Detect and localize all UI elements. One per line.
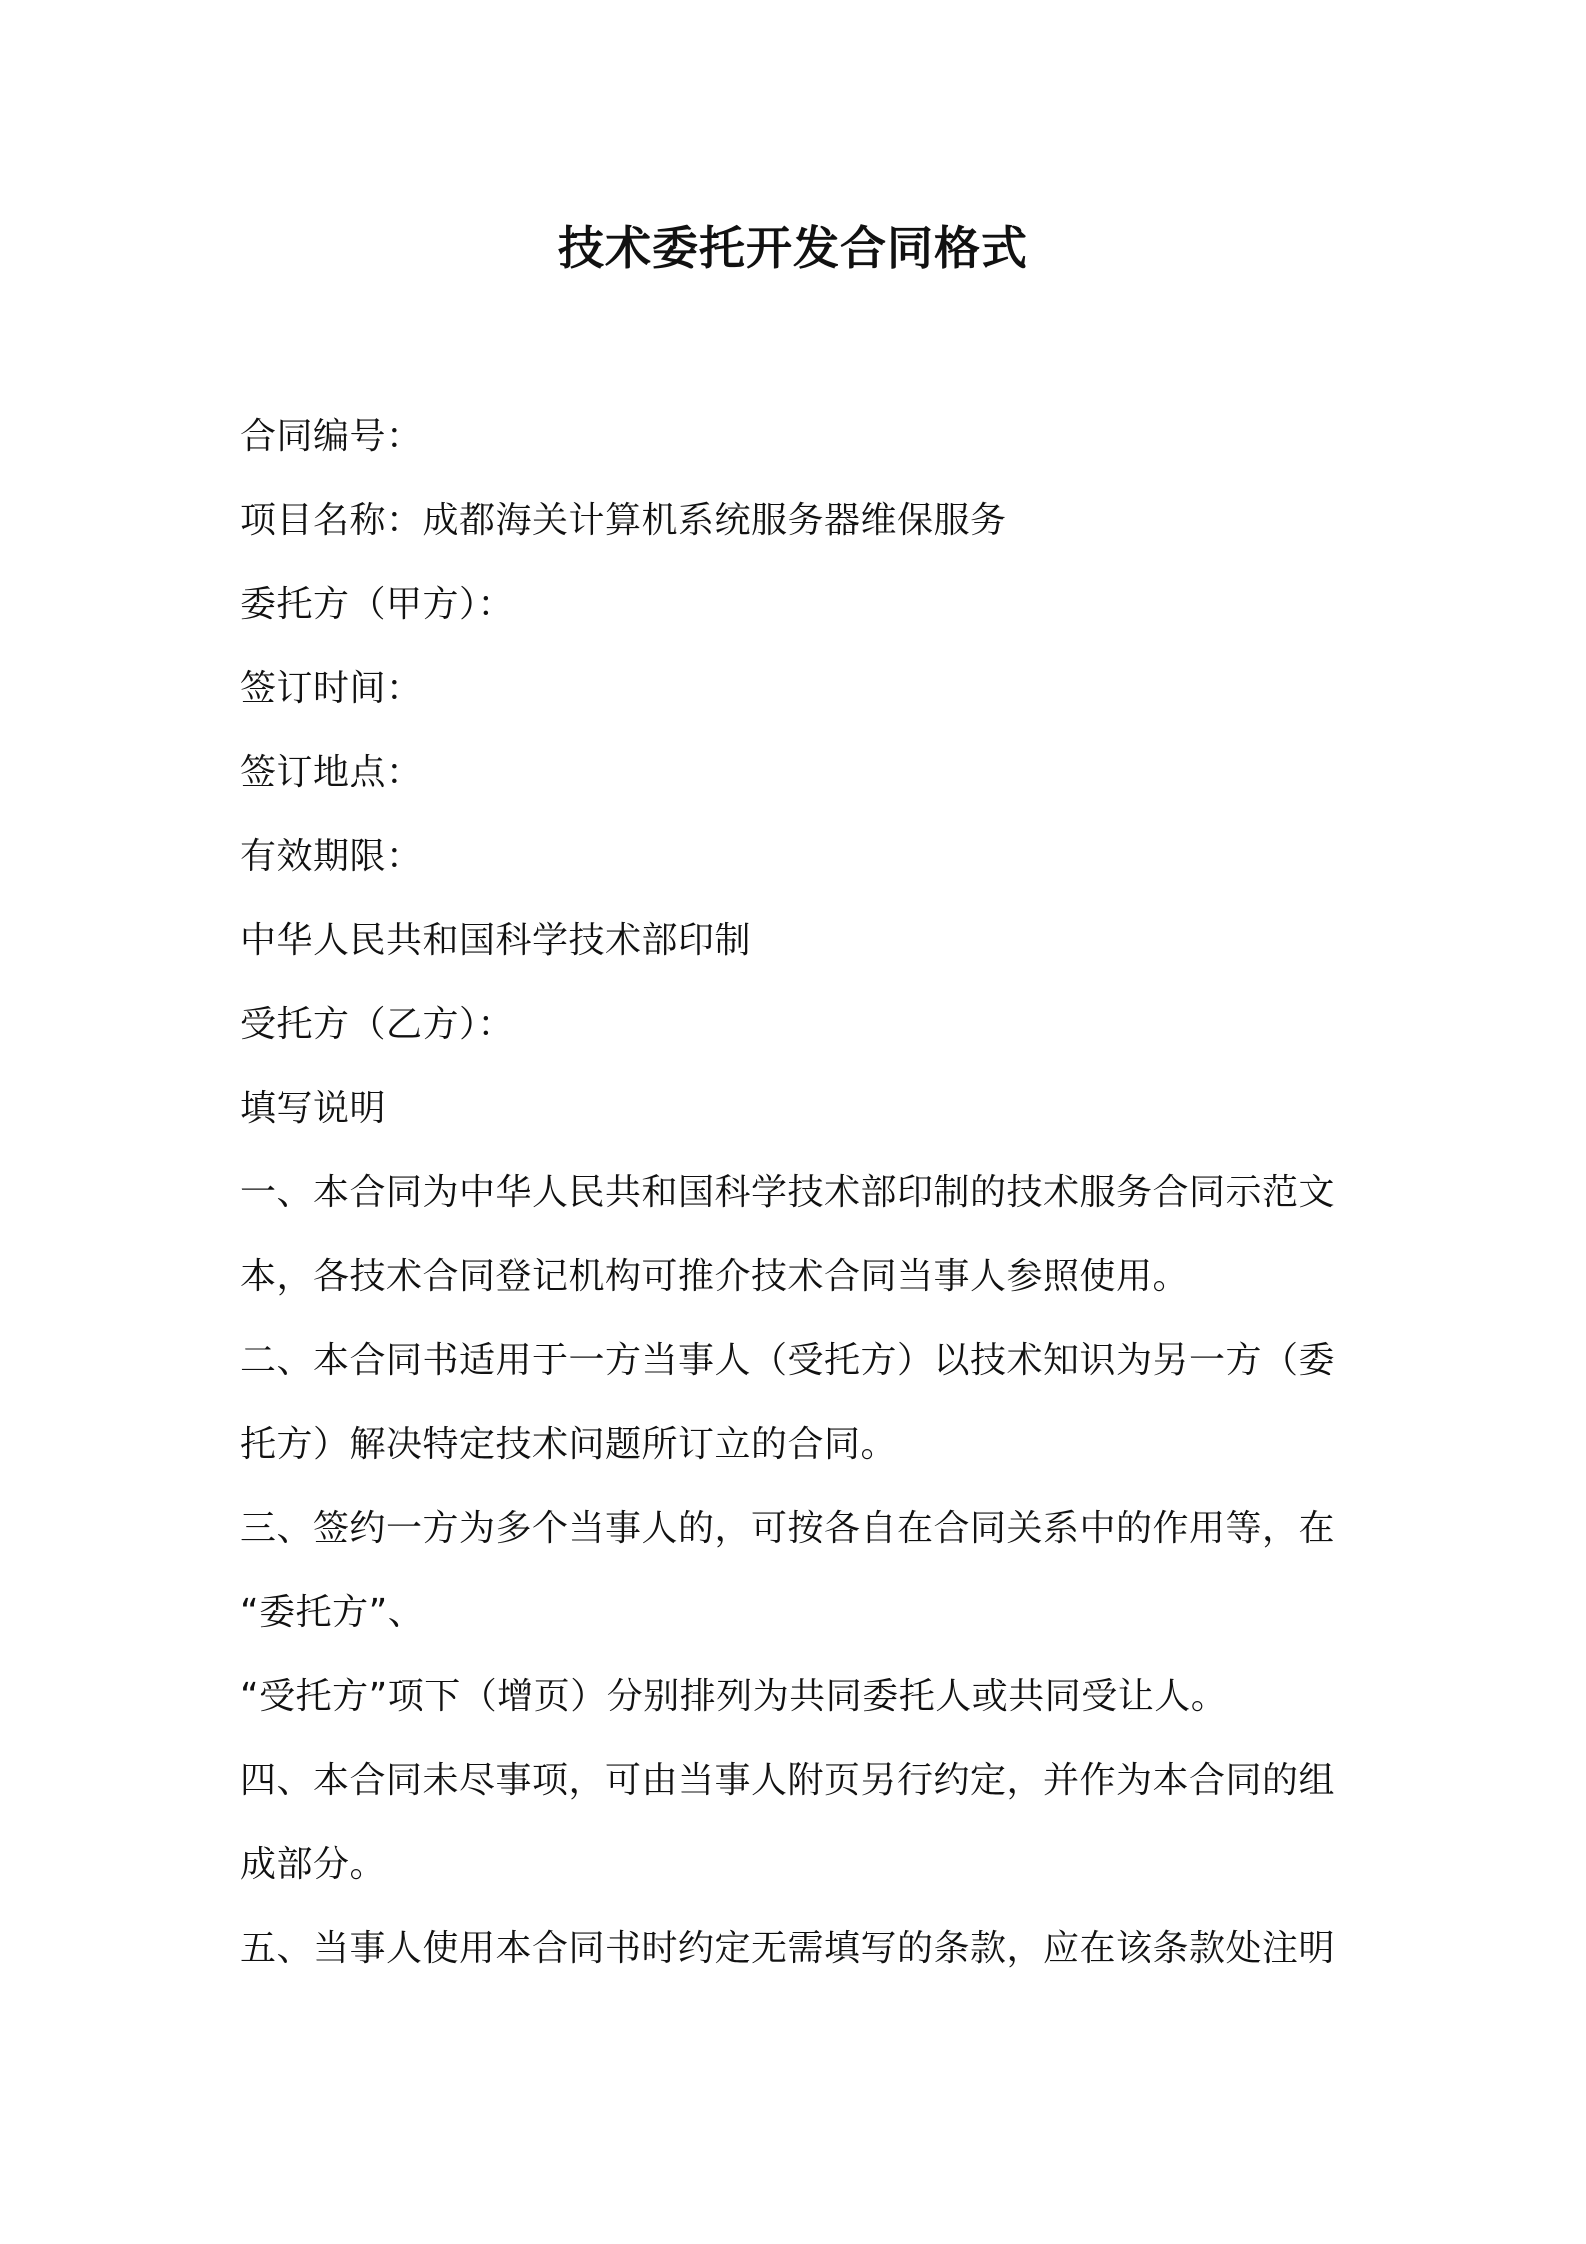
instructions-heading: 填写说明 <box>240 1088 387 1129</box>
instruction-line: 托方）解决特定技术问题所订立的合同。 <box>240 1424 898 1465</box>
instruction-line: 五、当事人使用本合同书时约定无需填写的条款，应在该条款处注明 <box>240 1928 1336 1969</box>
instruction-line: 本，各技术合同登记机构可推介技术合同当事人参照使用。 <box>240 1256 1190 1297</box>
instruction-line: “委托方”、 <box>240 1592 425 1633</box>
field-signing-place: 签订地点： <box>240 752 423 793</box>
instruction-line: 三、签约一方为多个当事人的，可按各自在合同关系中的作用等，在 <box>240 1508 1336 1549</box>
field-contract-number: 合同编号： <box>240 416 423 457</box>
instruction-line: 四、本合同未尽事项，可由当事人附页另行约定，并作为本合同的组 <box>240 1760 1336 1801</box>
printed-by-line: 中华人民共和国科学技术部印制 <box>240 920 752 961</box>
document-title: 技术委托开发合同格式 <box>558 221 1028 275</box>
instruction-line: 成部分。 <box>240 1844 387 1885</box>
field-validity: 有效期限： <box>240 836 423 877</box>
field-project-name: 项目名称：成都海关计算机系统服务器维保服务 <box>240 500 1007 541</box>
instruction-line: 二、本合同书适用于一方当事人（受托方）以技术知识为另一方（委 <box>240 1340 1336 1381</box>
field-contractor: 受托方（乙方）： <box>240 1004 515 1045</box>
instruction-line: “受托方”项下（增页）分别排列为共同委托人或共同受让人。 <box>240 1676 1228 1717</box>
instruction-line: 一、本合同为中华人民共和国科学技术部印制的技术服务合同示范文 <box>240 1172 1336 1213</box>
field-signing-time: 签订时间： <box>240 668 423 709</box>
field-client: 委托方（甲方）： <box>240 584 515 625</box>
